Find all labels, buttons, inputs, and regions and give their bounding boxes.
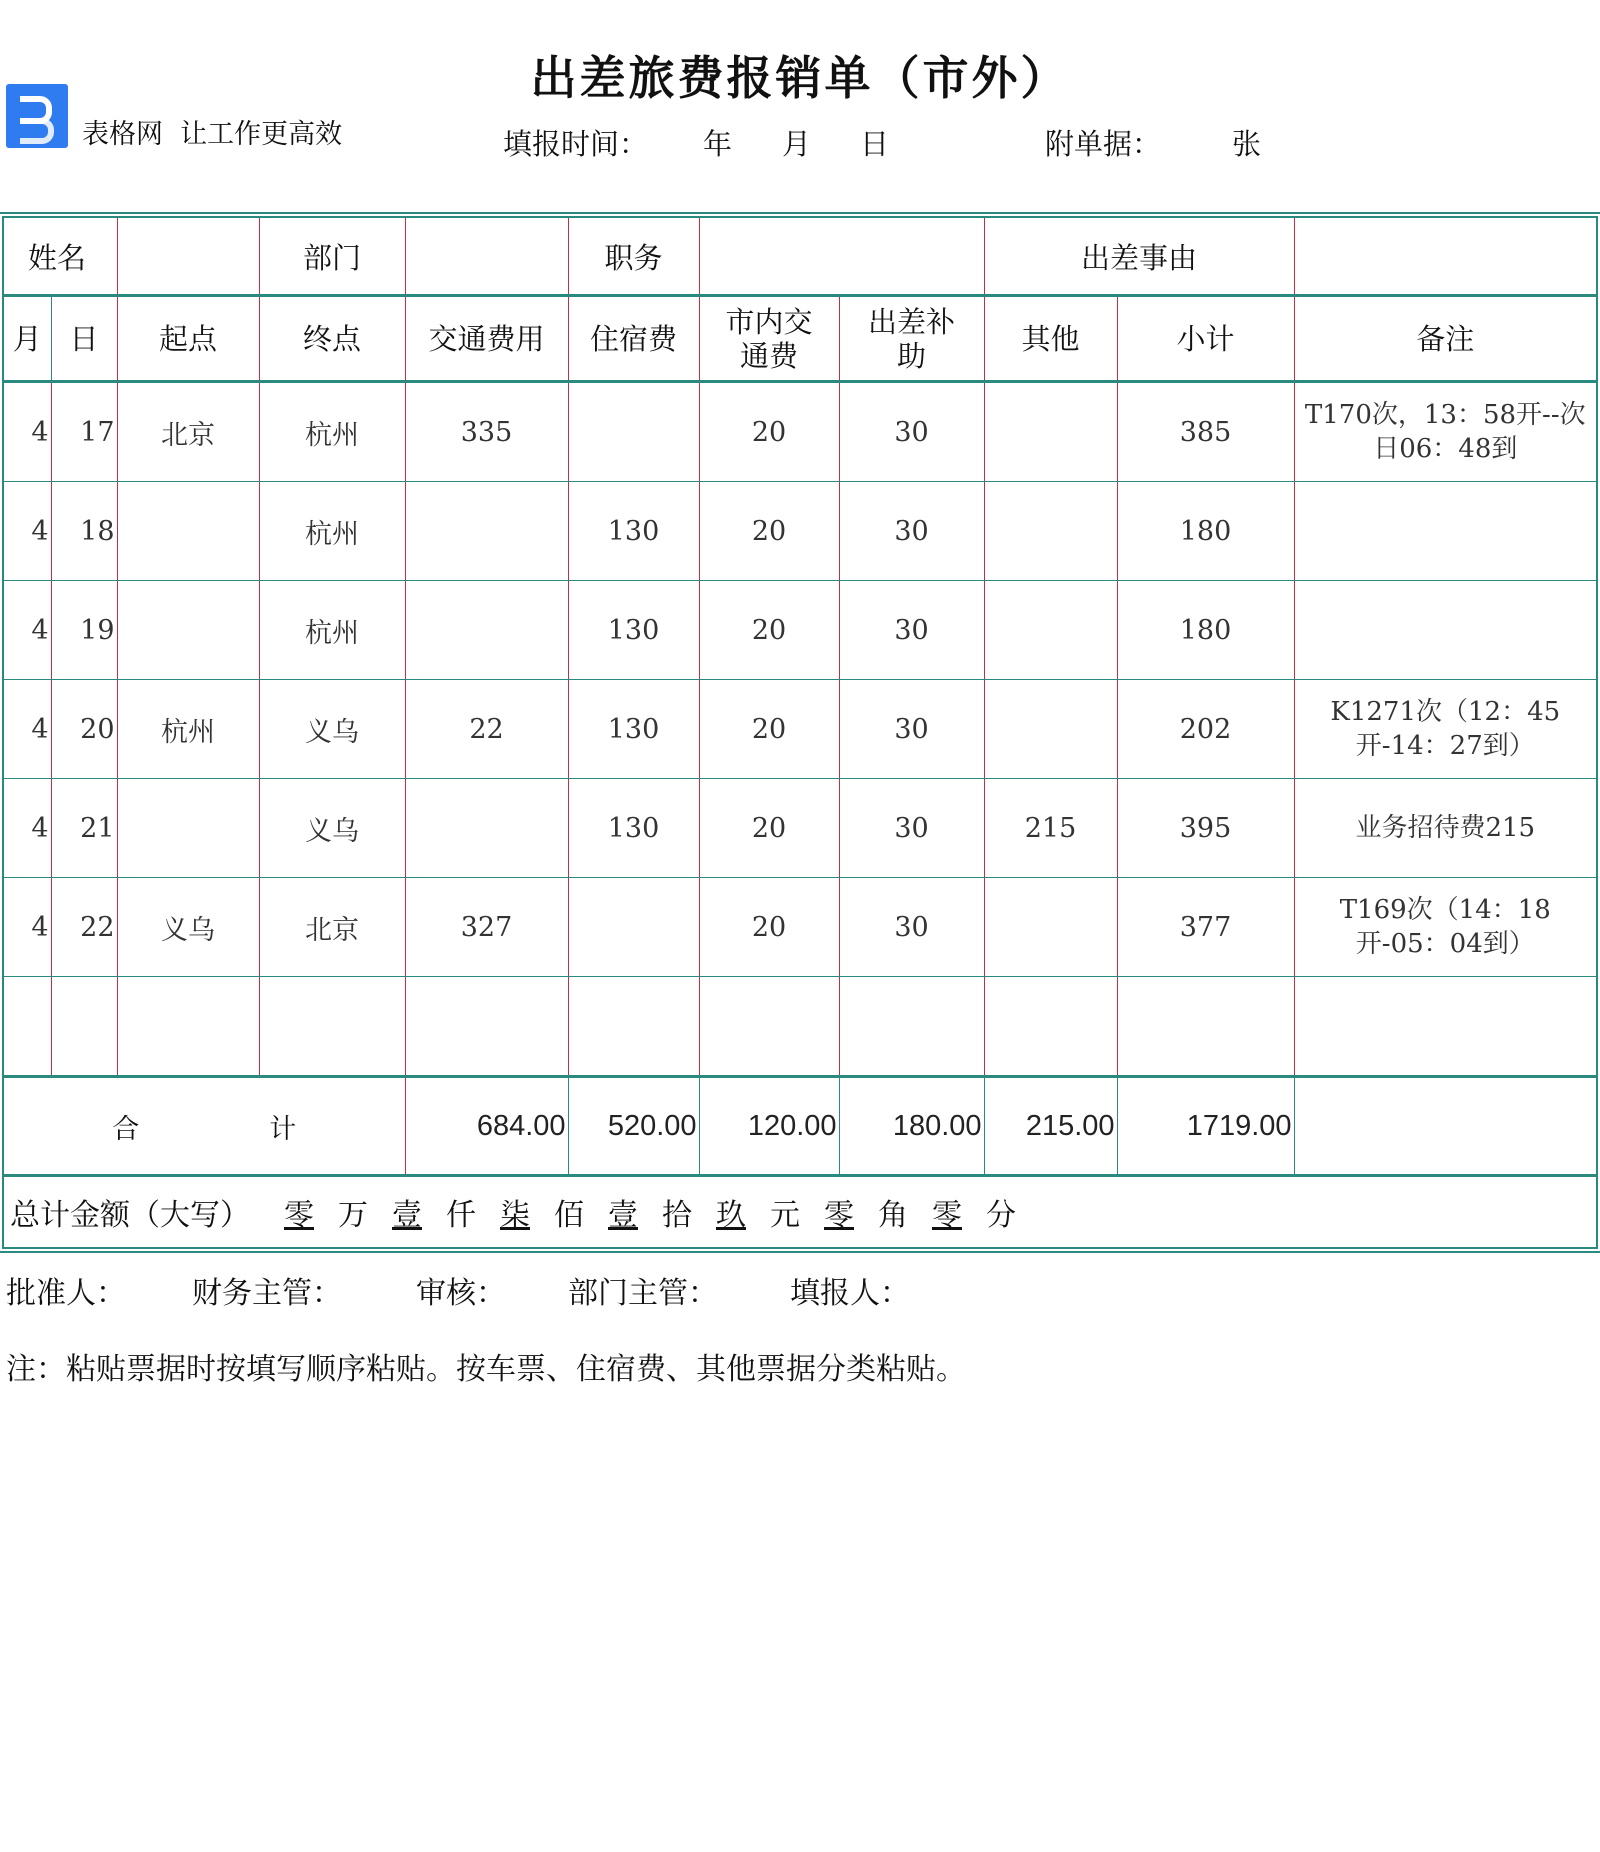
- cell-day[interactable]: 20: [51, 680, 117, 779]
- amount-digit: 壹: [392, 1198, 422, 1233]
- cell-transport[interactable]: 335: [405, 382, 568, 482]
- total-other: 215.00: [984, 1077, 1117, 1176]
- cell-subtotal[interactable]: 395: [1117, 779, 1294, 878]
- cell-lodging[interactable]: 130: [568, 482, 699, 581]
- cell-transport[interactable]: 327: [405, 878, 568, 977]
- cell-other[interactable]: [984, 382, 1117, 482]
- dept-head-label: 部门主管：: [568, 1276, 718, 1311]
- month-label: 月: [782, 127, 812, 161]
- cell-allowance[interactable]: 30: [839, 878, 984, 977]
- amount-digit: 柒: [500, 1198, 530, 1233]
- dept-label: 部门: [259, 217, 405, 296]
- total-subtotal: 1719.00: [1117, 1077, 1294, 1176]
- col-end: 终点: [259, 296, 405, 382]
- cell-subtotal[interactable]: 180: [1117, 581, 1294, 680]
- cell-subtotal[interactable]: [1117, 977, 1294, 1077]
- cell-month[interactable]: 4: [3, 581, 51, 680]
- col-lodging: 住宿费: [568, 296, 699, 382]
- cell-end[interactable]: 义乌: [259, 779, 405, 878]
- brand-slogan: 表格网 让工作更高效: [82, 119, 343, 150]
- cell-city[interactable]: 20: [699, 482, 839, 581]
- cell-subtotal[interactable]: 385: [1117, 382, 1294, 482]
- total-label-he: 合: [112, 1113, 140, 1145]
- cell-note[interactable]: 业务招待费215: [1294, 779, 1597, 878]
- col-start: 起点: [117, 296, 259, 382]
- total-allowance: 180.00: [839, 1077, 984, 1176]
- cell-day[interactable]: 19: [51, 581, 117, 680]
- total-city: 120.00: [699, 1077, 839, 1176]
- cell-transport[interactable]: [405, 482, 568, 581]
- col-city-transport: 市内交通费: [699, 296, 839, 382]
- cell-start[interactable]: [117, 779, 259, 878]
- approver-label: 批准人：: [6, 1276, 126, 1311]
- cell-allowance[interactable]: 30: [839, 382, 984, 482]
- reason-field[interactable]: [1294, 217, 1597, 296]
- cell-day[interactable]: [51, 977, 117, 1077]
- cell-month[interactable]: 4: [3, 382, 51, 482]
- table-row: [3, 779, 1597, 878]
- info-row: [3, 217, 1597, 296]
- expense-form: [2, 216, 1598, 1249]
- filler-label: 填报人：: [790, 1276, 910, 1311]
- cell-transport[interactable]: 22: [405, 680, 568, 779]
- dept-field[interactable]: [405, 217, 568, 296]
- column-header-row: [3, 296, 1597, 382]
- reason-label: 出差事由: [984, 217, 1294, 296]
- cell-city[interactable]: 20: [699, 581, 839, 680]
- cell-month[interactable]: 4: [3, 878, 51, 977]
- cell-month[interactable]: 4: [3, 680, 51, 779]
- cell-allowance[interactable]: 30: [839, 581, 984, 680]
- cell-month[interactable]: 4: [3, 482, 51, 581]
- cell-other[interactable]: 215: [984, 779, 1117, 878]
- cell-lodging[interactable]: [568, 382, 699, 482]
- position-field[interactable]: [699, 217, 984, 296]
- col-allowance: 出差补助: [839, 296, 984, 382]
- cell-city[interactable]: 20: [699, 779, 839, 878]
- cell-other[interactable]: [984, 680, 1117, 779]
- cell-note[interactable]: K1271次（12：45开-14：27到）: [1294, 680, 1597, 779]
- auditor-label: 审核：: [416, 1276, 506, 1311]
- cell-start[interactable]: [117, 581, 259, 680]
- cell-lodging[interactable]: 130: [568, 779, 699, 878]
- cell-allowance[interactable]: 30: [839, 779, 984, 878]
- cell-start[interactable]: 义乌: [117, 878, 259, 977]
- cell-end[interactable]: [259, 977, 405, 1077]
- year-label: 年: [703, 127, 733, 161]
- cell-subtotal[interactable]: 377: [1117, 878, 1294, 977]
- cell-city[interactable]: 20: [699, 382, 839, 482]
- cell-start[interactable]: 杭州: [117, 680, 259, 779]
- cell-lodging[interactable]: [568, 878, 699, 977]
- table-row: [3, 680, 1597, 779]
- cell-day[interactable]: 22: [51, 878, 117, 977]
- total-transport: 684.00: [405, 1077, 568, 1176]
- cell-other[interactable]: [984, 581, 1117, 680]
- cell-month[interactable]: [3, 977, 51, 1077]
- cell-day[interactable]: 17: [51, 382, 117, 482]
- col-day: 日: [51, 296, 117, 382]
- cell-allowance[interactable]: [839, 977, 984, 1077]
- cell-end[interactable]: 北京: [259, 878, 405, 977]
- cell-subtotal[interactable]: 202: [1117, 680, 1294, 779]
- total-note: [1294, 1077, 1597, 1176]
- col-note: 备注: [1294, 296, 1597, 382]
- cell-city[interactable]: [699, 977, 839, 1077]
- col-transport: 交通费用: [405, 296, 568, 382]
- amount-digit: 零: [284, 1198, 314, 1233]
- cell-other[interactable]: [984, 482, 1117, 581]
- cell-transport[interactable]: [405, 581, 568, 680]
- col-other: 其他: [984, 296, 1117, 382]
- cell-start[interactable]: [117, 977, 259, 1077]
- cell-end[interactable]: 杭州: [259, 482, 405, 581]
- cell-note[interactable]: T169次（14：18开-05：04到）: [1294, 878, 1597, 977]
- cell-note[interactable]: T170次，13：58开--次日06：48到: [1294, 382, 1597, 482]
- cell-allowance[interactable]: 30: [839, 680, 984, 779]
- col-subtotal: 小计: [1117, 296, 1294, 382]
- cell-day[interactable]: 21: [51, 779, 117, 878]
- cell-note[interactable]: [1294, 977, 1597, 1077]
- amount-unit: 分: [986, 1198, 1016, 1233]
- name-label: 姓名: [3, 217, 117, 296]
- table-row: [3, 977, 1597, 1077]
- cell-allowance[interactable]: 30: [839, 482, 984, 581]
- cell-end[interactable]: 杭州: [259, 382, 405, 482]
- cell-start[interactable]: [117, 482, 259, 581]
- amount-digit: 玖: [716, 1198, 746, 1233]
- amount-digit: 零: [824, 1198, 854, 1233]
- amount-label: 总计金额（大写）: [10, 1198, 250, 1233]
- total-row: [3, 1077, 1597, 1176]
- cell-start[interactable]: 北京: [117, 382, 259, 482]
- total-lodging: 520.00: [568, 1077, 699, 1176]
- total-label: [3, 1077, 405, 1176]
- cell-end[interactable]: 义乌: [259, 680, 405, 779]
- amount-unit: 角: [878, 1198, 908, 1233]
- amount-unit: 仟: [446, 1198, 476, 1233]
- cell-month[interactable]: 4: [3, 779, 51, 878]
- amount-row: [3, 1176, 1597, 1249]
- cell-other[interactable]: [984, 977, 1117, 1077]
- amount-unit: 万: [338, 1198, 368, 1233]
- fill-time-label: 填报时间：: [503, 127, 649, 161]
- amount-digit: 零: [932, 1198, 962, 1233]
- attach-unit: 张: [1232, 127, 1262, 161]
- cell-end[interactable]: 杭州: [259, 581, 405, 680]
- cell-other[interactable]: [984, 878, 1117, 977]
- day-label: 日: [860, 127, 890, 161]
- total-label-ji: 计: [269, 1113, 297, 1145]
- amount-digit: 壹: [608, 1198, 638, 1233]
- cell-transport[interactable]: [405, 977, 568, 1077]
- attach-label: 附单据：: [1045, 127, 1162, 161]
- table-row: [3, 482, 1597, 581]
- cell-city[interactable]: 20: [699, 878, 839, 977]
- table-row: [3, 581, 1597, 680]
- cell-lodging[interactable]: [568, 977, 699, 1077]
- footnote: 注：粘贴票据时按填写顺序粘贴。按车票、住宿费、其他票据分类粘贴。: [6, 1352, 966, 1387]
- cell-transport[interactable]: [405, 779, 568, 878]
- table-row: [3, 878, 1597, 977]
- position-label: 职务: [568, 217, 699, 296]
- cell-note[interactable]: [1294, 482, 1597, 581]
- amount-unit: 佰: [554, 1198, 584, 1233]
- col-month: 月: [3, 296, 51, 382]
- finance-label: 财务主管：: [192, 1276, 342, 1311]
- cell-day[interactable]: 18: [51, 482, 117, 581]
- cell-lodging[interactable]: 130: [568, 680, 699, 779]
- cell-note[interactable]: [1294, 581, 1597, 680]
- cell-subtotal[interactable]: 180: [1117, 482, 1294, 581]
- table-row: [3, 382, 1597, 482]
- page-title: 出差旅费报销单（市外）: [530, 51, 1070, 105]
- amount-cell: [3, 1176, 1597, 1249]
- name-field[interactable]: [117, 217, 259, 296]
- cell-city[interactable]: 20: [699, 680, 839, 779]
- cell-lodging[interactable]: 130: [568, 581, 699, 680]
- amount-unit: 元: [770, 1198, 800, 1233]
- amount-unit: 拾: [662, 1198, 692, 1233]
